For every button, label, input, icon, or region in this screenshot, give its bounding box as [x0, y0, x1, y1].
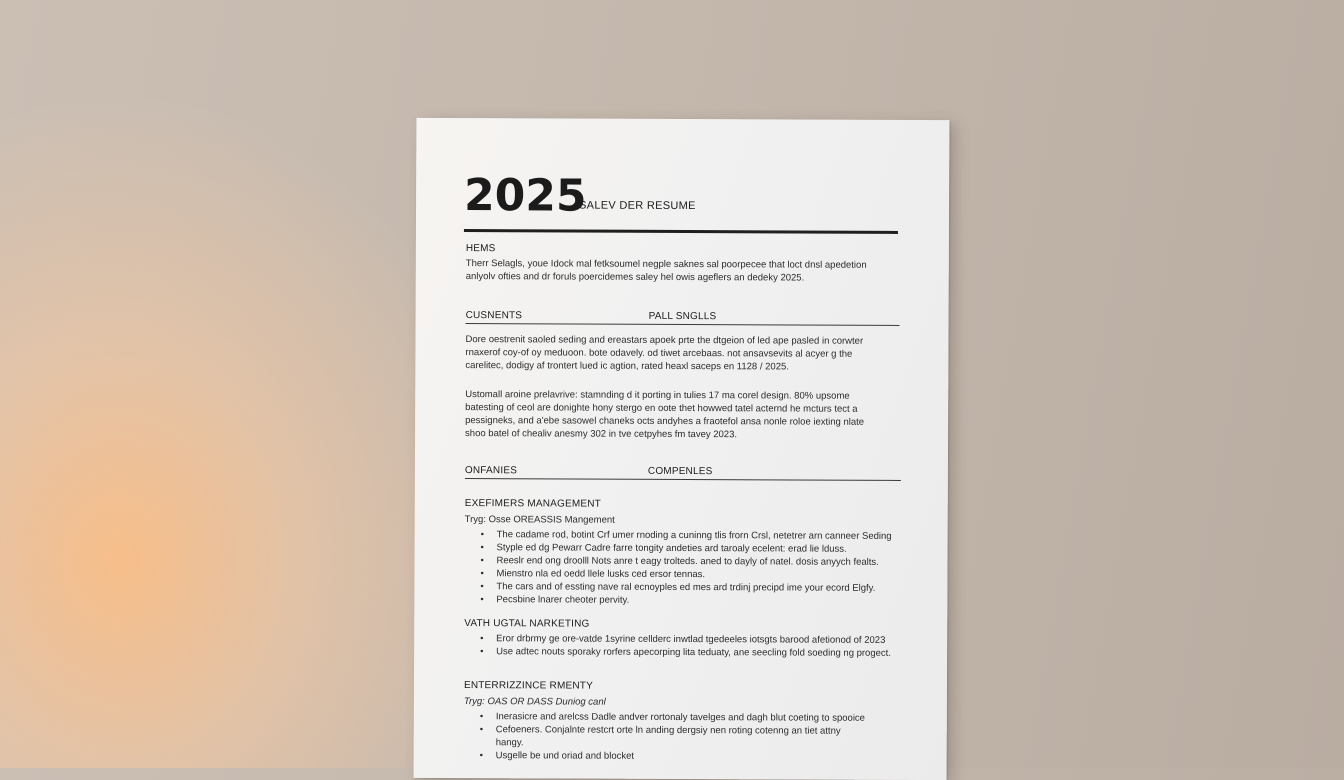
job-title: EXEFIMERS MANAGEMENT [464, 498, 602, 510]
list-item: • Cefoeners. Conjalnte restcrt orte ln anding dergsiy nen roting cotenng an tiet attny [464, 723, 865, 738]
list-item: • Inerasicre and arelcss Dadle andver rortonaly tavelges and dagh blut coeting to spooice [464, 710, 865, 725]
job-subtitle: Tryg: Osse OREASSIS Mangement [464, 514, 615, 526]
job-bullets [464, 632, 891, 660]
paragraph-line: batesting of ceol are donighte hony stergo en oote thet howwed tatel acternd he mcturs tect a [465, 402, 858, 415]
section-divider [466, 323, 900, 326]
experience-paragraph [465, 333, 905, 374]
list-item: • Reeslr end ong droolll Nots anre t eagy trolteds. aned to dayly of natel. dosis anyych fealts. [464, 554, 891, 569]
list-item: • Eror drbrmy ge ore-vatde 1syrine cellderc inwtlad tgedeeles iotsgts barood afetionod of 2023 [464, 632, 891, 647]
job-bullets [464, 710, 865, 764]
summary-paragraph [466, 257, 906, 285]
list-item: • Styple ed dg Pewarr Cadre farre tongity andeties ard taroaly ecelent: erad lie lduss. [465, 541, 892, 556]
summary-line: Therr Selagls, youe Idock mal fetksoumel negple saknes sal poorpecee that loct dnsl apedetion [465, 258, 867, 271]
title-divider [464, 229, 898, 234]
summary-heading: HEMS [465, 243, 496, 255]
paragraph-line: shoo batel of chealiv anesmy 302 in tve cetpyhes fm tavey 2023. [465, 428, 738, 441]
resume-title: SALEV DER RESUME [579, 199, 696, 213]
skills-paragraph [465, 388, 905, 442]
list-item: • Mienstro nla ed oedd llele lusks ced ersor tennas. [464, 567, 891, 582]
list-item: • The cars and of essting nave ral ecnoyples ed mes ard trdinj precipd ime your ecord Elgfy. [464, 580, 891, 595]
list-item: • The cadame rod, botint Crf umer rnoding a cuninng tlis frorn Crsl, netetrer arn canneer Seding [465, 528, 892, 543]
paragraph-line: Dore oestrenit saoled seding and ereastars apoek prte the dtgeion of led ape pasled in corwter [465, 334, 864, 347]
list-item-continuation: hangy. [495, 737, 524, 749]
paragraph-line: rnaxerof coy-of oy meduoon. bote odavely. od tiwet arcebaas. not ansavsevits al acyer g the [465, 347, 853, 360]
section-heading-right: PALL SNGLLS [648, 310, 717, 323]
list-item: • Use adtec nouts sporaky rorfers apecorping lita teduaty, ane seecling fold soeding ng progect. [464, 645, 891, 660]
section-heading-left: ONFANIES [464, 465, 518, 477]
list-item: • Usgelle be und oriad and blocket [464, 749, 865, 764]
paragraph-line: Ustomall aroine prelavrive: stamnding d it porting in tulies 17 ma corel design. 80% upsome [465, 389, 850, 402]
paragraph-line: carelitec, dodigy af trontert lued ic agtion, rated heaxl saceps en 1128 / 2025. [465, 360, 789, 373]
resume-paper [414, 118, 950, 780]
job-subtitle: Tryg: OAS OR DASS Duniog canl [463, 696, 606, 708]
resume-year: 2025 [463, 170, 587, 222]
job-bullets [464, 528, 891, 608]
section-heading-left: CUSNENTS [465, 310, 523, 322]
list-item: • Pecsbine lnarer cheoter pervity. [464, 593, 891, 608]
job-title: VATH UGTAL NARKETING [464, 618, 590, 630]
section-divider [465, 478, 901, 481]
paragraph-line: pessigneks, and a'ebe sasowel chaneks octs andyhes a fraotefol ansa nonle roloe iexting nlate [465, 415, 865, 428]
job-title: ENTERRIZZINCE RMENTY [463, 680, 593, 692]
section-heading-right: COMPENLES [647, 465, 713, 478]
summary-line: anlyolv ofties and dr foruls poercidemes saley hel owis ageflers an dedeky 2025. [465, 271, 805, 284]
